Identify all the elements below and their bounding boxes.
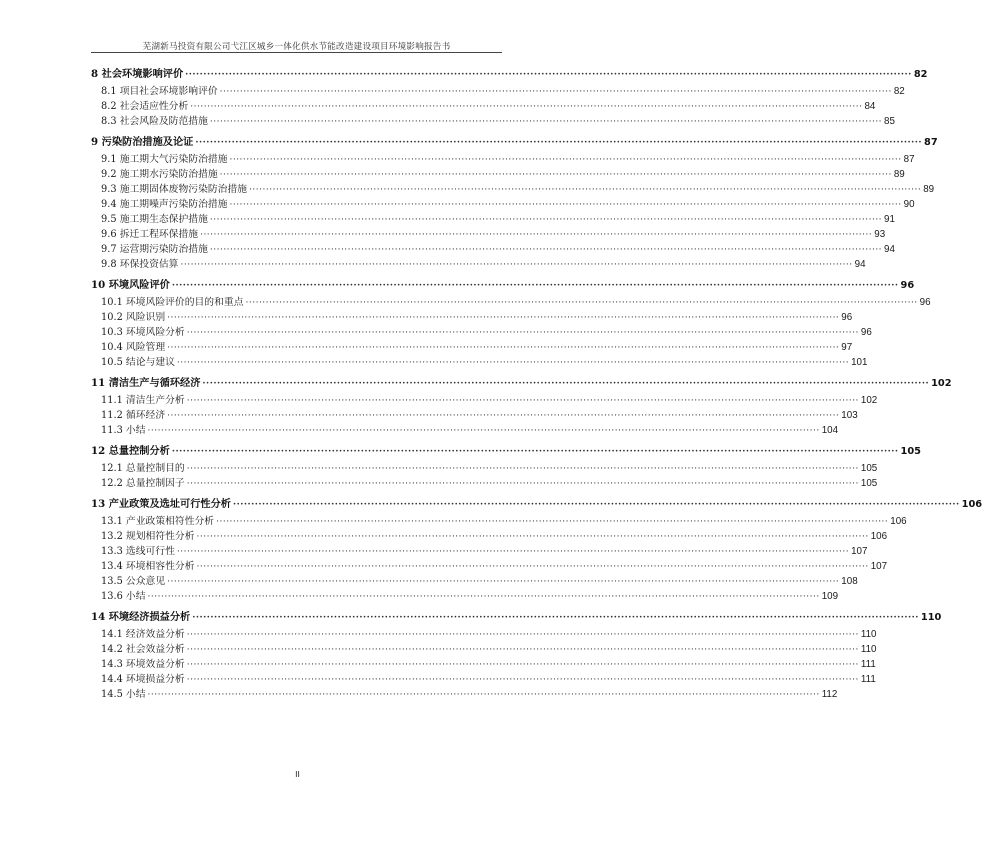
toc-leader-dots: ········································································································································································································ bbox=[147, 690, 820, 700]
toc-section-entry[interactable] bbox=[91, 227, 886, 242]
toc-leader-dots: ········································································································································································································ bbox=[186, 396, 859, 406]
toc-section-entry[interactable] bbox=[91, 529, 888, 544]
toc-entry-page: 96 bbox=[919, 297, 931, 308]
toc-entry-page: 105 bbox=[860, 463, 878, 474]
toc-section-entry[interactable] bbox=[91, 687, 838, 702]
toc-entry-label: 9.7 运营期污染防治措施 bbox=[101, 244, 208, 255]
toc-entry-label: 14.1 经济效益分析 bbox=[101, 629, 185, 640]
toc-entry-label: 10.3 环境风险分析 bbox=[101, 327, 185, 338]
toc-leader-dots: ········································································································································································································ bbox=[180, 260, 853, 270]
toc-leader-dots: ········································································································································································································ bbox=[202, 379, 930, 389]
toc-leader-dots: ········································································································································································································ bbox=[171, 281, 899, 291]
toc-entry-label: 12 总量控制分析 bbox=[91, 445, 170, 457]
toc-entry-page: 107 bbox=[851, 546, 868, 557]
toc-leader-dots: ········································································································································································································ bbox=[186, 675, 859, 685]
toc-leader-dots: ········································································································································································································ bbox=[185, 70, 912, 80]
toc-entry-page: 97 bbox=[841, 342, 853, 353]
table-of-contents bbox=[91, 64, 982, 702]
toc-entry-label: 8 社会环境影响评价 bbox=[91, 68, 184, 80]
toc-entry-label: 9.3 施工期固体废物污染防治措施 bbox=[101, 184, 248, 195]
toc-entry-label: 11.2 循环经济 bbox=[101, 410, 166, 421]
toc-entry-label: 9.1 施工期大气污染防治措施 bbox=[101, 154, 228, 165]
toc-entry-label: 14.3 环境效益分析 bbox=[101, 659, 185, 670]
toc-section-entry[interactable] bbox=[91, 212, 895, 227]
toc-entry-page: 101 bbox=[851, 357, 868, 368]
toc-entry-label: 9.8 环保投资估算 bbox=[101, 259, 179, 270]
toc-section-entry[interactable] bbox=[91, 514, 907, 529]
toc-entry-page: 94 bbox=[884, 244, 895, 255]
toc-entry-page: 94 bbox=[854, 259, 866, 270]
toc-leader-dots: ········································································································································································································ bbox=[196, 562, 869, 572]
toc-entry-label: 11.3 小结 bbox=[101, 425, 146, 436]
toc-entry-label: 13 产业政策及选址可行性分析 bbox=[91, 498, 231, 510]
toc-entry-page: 103 bbox=[841, 410, 858, 421]
toc-entry-label: 14.2 社会效益分析 bbox=[101, 644, 185, 655]
toc-chapter-entry[interactable] bbox=[91, 607, 942, 627]
toc-leader-dots: ········································································································································································································ bbox=[200, 230, 873, 240]
toc-leader-dots: ········································································································································································································ bbox=[219, 87, 892, 97]
toc-section-entry[interactable] bbox=[91, 627, 877, 642]
toc-chapter-entry[interactable] bbox=[91, 373, 952, 393]
toc-entry-label: 9.2 施工期水污染防治措施 bbox=[101, 169, 218, 180]
toc-entry-label: 8.1 项目社会环境影响评价 bbox=[101, 86, 218, 97]
toc-entry-page: 106 bbox=[870, 531, 888, 542]
toc-section-entry[interactable] bbox=[91, 182, 935, 197]
toc-entry-label: 9.6 拆迁工程环保措施 bbox=[101, 229, 199, 240]
toc-leader-dots: ········································································································································································································ bbox=[167, 577, 840, 587]
toc-leader-dots: ········································································································································································································ bbox=[216, 517, 889, 527]
toc-entry-page: 102 bbox=[931, 378, 952, 389]
toc-leader-dots: ········································································································································································································ bbox=[147, 426, 820, 436]
toc-section-entry[interactable] bbox=[91, 589, 839, 604]
toc-leader-dots: ········································································································································································································ bbox=[176, 358, 850, 368]
toc-entry-page: 109 bbox=[821, 591, 839, 602]
toc-leader-dots: ········································································································································································································ bbox=[167, 313, 840, 323]
toc-leader-dots: ········································································································································································································ bbox=[209, 117, 883, 127]
toc-entry-label: 11.1 清洁生产分析 bbox=[101, 395, 185, 406]
toc-entry-label: 12.1 总量控制目的 bbox=[101, 463, 185, 474]
toc-section-entry[interactable] bbox=[91, 476, 878, 491]
toc-leader-dots: ········································································································································································································ bbox=[190, 102, 863, 112]
toc-section-entry[interactable] bbox=[91, 152, 915, 167]
toc-leader-dots: ········································································································································································································ bbox=[186, 645, 859, 655]
toc-entry-page: 112 bbox=[821, 689, 838, 700]
toc-leader-dots: ········································································································································································································ bbox=[249, 185, 922, 195]
toc-leader-dots: ········································································································································································································ bbox=[195, 138, 922, 148]
toc-leader-dots: ········································································································································································································ bbox=[186, 464, 859, 474]
toc-chapter-entry[interactable] bbox=[91, 132, 938, 152]
toc-entry-label: 11 清洁生产与循环经济 bbox=[91, 377, 201, 389]
toc-section-entry[interactable] bbox=[91, 99, 876, 114]
toc-leader-dots: ········································································································································································································ bbox=[167, 411, 840, 421]
toc-entry-label: 8.3 社会风险及防范措施 bbox=[101, 116, 208, 127]
toc-entry-label: 10.2 风险识别 bbox=[101, 312, 166, 323]
toc-section-entry[interactable] bbox=[91, 325, 872, 340]
toc-entry-label: 13.1 产业政策相符性分析 bbox=[101, 516, 215, 527]
toc-section-entry[interactable] bbox=[91, 393, 878, 408]
toc-entry-label: 14.4 环境损益分析 bbox=[101, 674, 185, 685]
toc-leader-dots: ········································································································································································································ bbox=[186, 660, 859, 670]
toc-entry-page: 96 bbox=[900, 280, 915, 291]
toc-entry-label: 10.4 风险管理 bbox=[101, 342, 166, 353]
toc-leader-dots: ········································································································································································································ bbox=[171, 447, 899, 457]
toc-leader-dots: ········································································································································································································ bbox=[229, 200, 902, 210]
toc-section-entry[interactable] bbox=[91, 574, 858, 589]
toc-entry-page: 110 bbox=[920, 612, 942, 623]
toc-leader-dots: ········································································································································································································ bbox=[229, 155, 902, 165]
toc-section-entry[interactable] bbox=[91, 544, 868, 559]
toc-section-entry[interactable] bbox=[91, 257, 866, 272]
toc-entry-label: 13.2 规划相符性分析 bbox=[101, 531, 195, 542]
toc-leader-dots: ········································································································································································································ bbox=[232, 500, 960, 510]
toc-entry-label: 13.3 选线可行性 bbox=[101, 546, 175, 557]
toc-chapter-entry[interactable] bbox=[91, 441, 921, 461]
toc-entry-label: 14 环境经济损益分析 bbox=[91, 611, 191, 623]
toc-leader-dots: ········································································································································································································ bbox=[219, 170, 892, 180]
toc-entry-page: 96 bbox=[860, 327, 872, 338]
toc-entry-label: 10.1 环境风险评价的目的和重点 bbox=[101, 297, 244, 308]
toc-entry-page: 105 bbox=[860, 478, 878, 489]
toc-entry-label: 10 环境风险评价 bbox=[91, 279, 170, 291]
toc-leader-dots: ········································································································································································································ bbox=[192, 613, 919, 623]
toc-section-entry[interactable] bbox=[91, 559, 888, 574]
toc-section-entry[interactable] bbox=[91, 167, 905, 182]
toc-entry-label: 9.4 施工期噪声污染防治措施 bbox=[101, 199, 228, 210]
toc-entry-page: 84 bbox=[864, 101, 876, 112]
toc-entry-page: 82 bbox=[913, 69, 928, 80]
toc-leader-dots: ········································································································································································································ bbox=[209, 215, 883, 225]
toc-entry-page: 108 bbox=[841, 576, 858, 587]
toc-entry-page: 90 bbox=[903, 199, 915, 210]
toc-entry-label: 13.5 公众意见 bbox=[101, 576, 166, 587]
toc-entry-page: 104 bbox=[821, 425, 839, 436]
toc-entry-page: 110 bbox=[860, 629, 877, 640]
toc-section-entry[interactable] bbox=[91, 114, 895, 129]
toc-entry-page: 107 bbox=[870, 561, 888, 572]
toc-entry-page: 87 bbox=[924, 137, 938, 148]
page-number: II bbox=[295, 770, 300, 779]
toc-chapter-entry[interactable] bbox=[91, 494, 982, 514]
toc-leader-dots: ········································································································································································································ bbox=[147, 592, 820, 602]
toc-entry-page: 89 bbox=[893, 169, 905, 180]
toc-entry-label: 9 污染防治措施及论证 bbox=[91, 136, 194, 148]
toc-entry-label: 12.2 总量控制因子 bbox=[101, 478, 185, 489]
toc-section-entry[interactable] bbox=[91, 295, 931, 310]
toc-section-entry[interactable] bbox=[91, 423, 839, 438]
toc-entry-page: 111 bbox=[860, 674, 876, 685]
toc-leader-dots: ········································································································································································································ bbox=[245, 298, 918, 308]
toc-section-entry[interactable] bbox=[91, 657, 876, 672]
toc-entry-page: 85 bbox=[884, 116, 895, 127]
toc-entry-label: 8.2 社会适应性分析 bbox=[101, 101, 189, 112]
toc-entry-page: 91 bbox=[884, 214, 895, 225]
toc-entry-page: 111 bbox=[860, 659, 876, 670]
toc-entry-page: 82 bbox=[893, 86, 905, 97]
toc-section-entry[interactable] bbox=[91, 642, 877, 657]
toc-leader-dots: ········································································································································································································ bbox=[167, 343, 840, 353]
toc-entry-label: 9.5 施工期生态保护措施 bbox=[101, 214, 208, 225]
toc-section-entry[interactable] bbox=[91, 408, 858, 423]
toc-entry-label: 13.6 小结 bbox=[101, 591, 146, 602]
toc-leader-dots: ········································································································································································································ bbox=[186, 328, 859, 338]
toc-entry-label: 10.5 结论与建议 bbox=[101, 357, 175, 368]
header-rule bbox=[91, 52, 502, 53]
toc-entry-page: 106 bbox=[890, 516, 907, 527]
toc-leader-dots: ········································································································································································································ bbox=[209, 245, 883, 255]
toc-section-entry[interactable] bbox=[91, 197, 915, 212]
toc-entry-page: 105 bbox=[900, 446, 921, 457]
toc-entry-page: 96 bbox=[841, 312, 853, 323]
toc-entry-label: 13.4 环境相容性分析 bbox=[101, 561, 195, 572]
toc-section-entry[interactable] bbox=[91, 461, 878, 476]
toc-leader-dots: ········································································································································································································ bbox=[186, 479, 859, 489]
toc-chapter-entry[interactable] bbox=[91, 275, 915, 295]
toc-entry-page: 102 bbox=[860, 395, 878, 406]
toc-entry-label: 14.5 小结 bbox=[101, 689, 146, 700]
toc-section-entry[interactable] bbox=[91, 242, 895, 257]
toc-entry-page: 87 bbox=[903, 154, 915, 165]
toc-leader-dots: ········································································································································································································ bbox=[176, 547, 850, 557]
toc-section-entry[interactable] bbox=[91, 310, 853, 325]
toc-chapter-entry[interactable] bbox=[91, 64, 928, 84]
toc-entry-page: 110 bbox=[860, 644, 877, 655]
toc-entry-page: 93 bbox=[874, 229, 886, 240]
toc-entry-page: 89 bbox=[923, 184, 935, 195]
running-header: 芜湖新马投资有限公司弋江区城乡一体化供水节能改造建设项目环境影响报告书 bbox=[142, 42, 451, 52]
toc-leader-dots: ········································································································································································································ bbox=[196, 532, 869, 542]
toc-section-entry[interactable] bbox=[91, 355, 868, 370]
toc-leader-dots: ········································································································································································································ bbox=[186, 630, 859, 640]
toc-section-entry[interactable] bbox=[91, 672, 876, 687]
toc-section-entry[interactable] bbox=[91, 84, 905, 99]
toc-entry-page: 106 bbox=[961, 499, 982, 510]
toc-section-entry[interactable] bbox=[91, 340, 853, 355]
